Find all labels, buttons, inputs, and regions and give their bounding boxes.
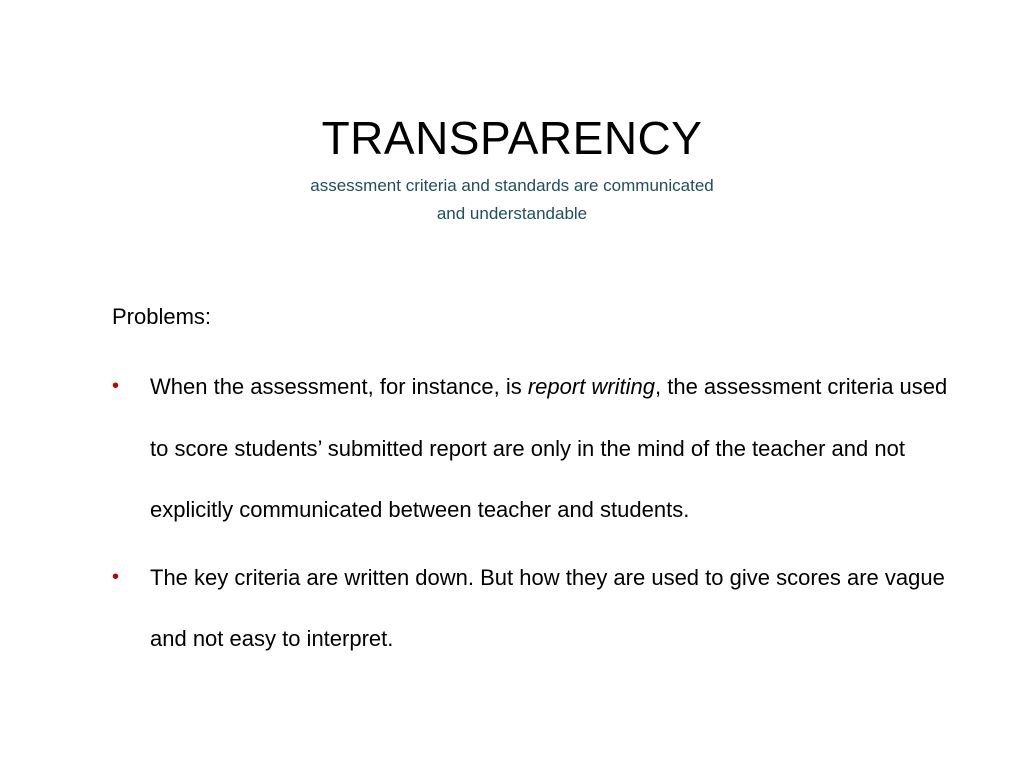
- bullet-text-1-italic: report writing: [527, 374, 655, 399]
- slide-subtitle: [0, 172, 1024, 228]
- bullet-item-1: [112, 356, 952, 541]
- subtitle-line-2: and understandable: [436, 204, 588, 223]
- bullet-icon: •: [112, 375, 120, 397]
- bullet-text-1-before: When the assessment, for instance, is: [150, 374, 528, 399]
- problems-heading: Problems:: [112, 304, 212, 329]
- bullet-item-2: [112, 547, 952, 670]
- title-block: [0, 110, 1024, 228]
- subtitle-line-1: assessment criteria and standards are communicated: [310, 176, 714, 195]
- bullet-text-1-after: , the assessment criteria used to score students’ submitted report are only in the mind of the teacher and not explicitly communicated between teacher and students.: [150, 374, 948, 522]
- slide-title: TRANSPARENCY: [321, 112, 703, 164]
- bullet-text-2: The key criteria are written down. But how they are used to give scores are vague and not easy to interpret.: [150, 564, 945, 651]
- bullet-text-1: [150, 374, 947, 522]
- bullet-icon: •: [112, 565, 120, 588]
- content-area: [112, 300, 952, 676]
